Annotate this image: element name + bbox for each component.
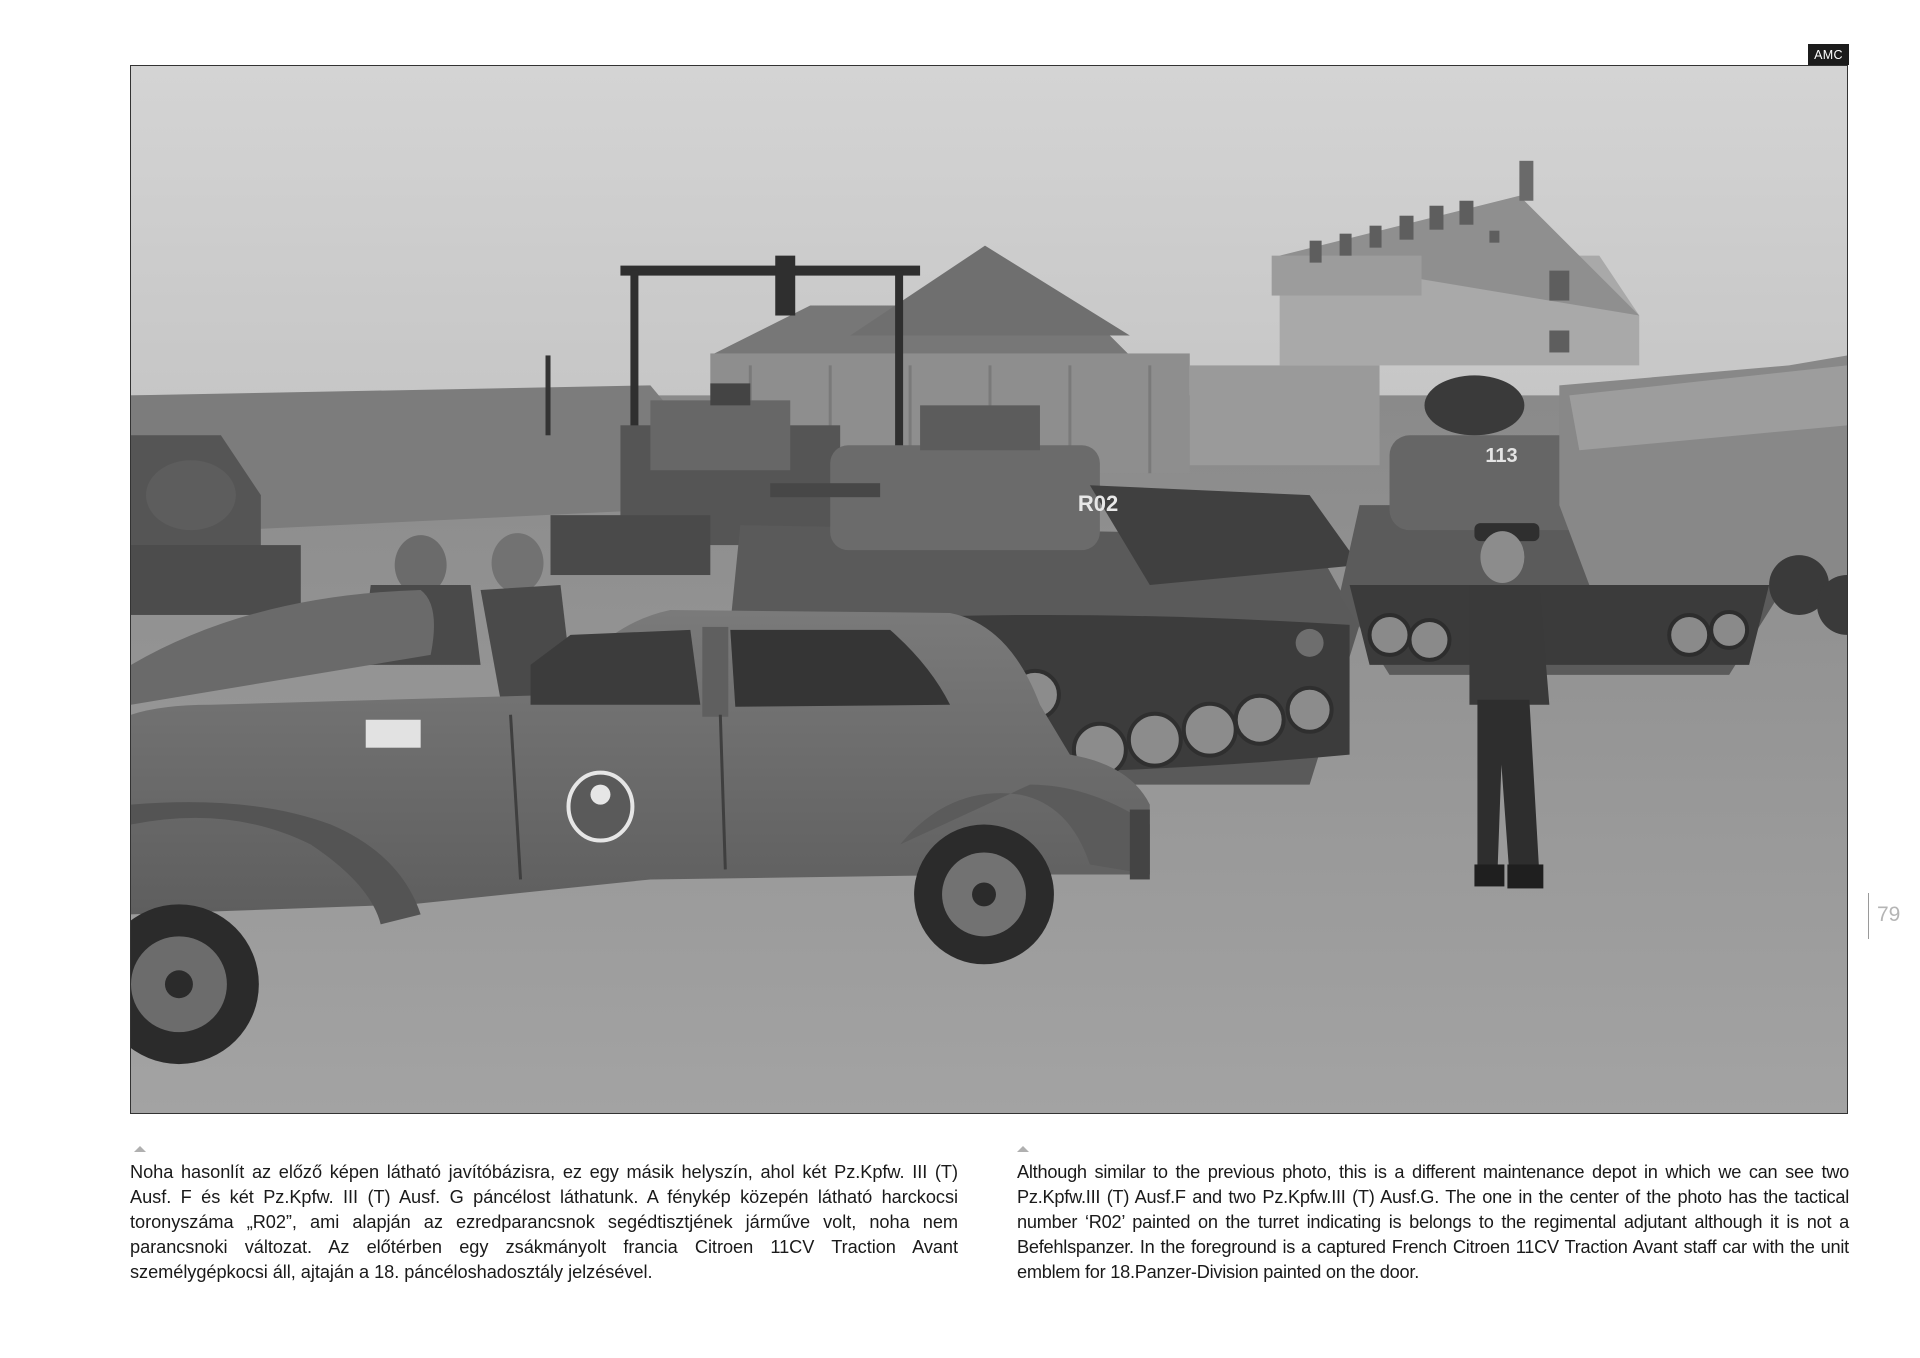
page-number-rule	[1868, 893, 1869, 939]
turret-number-113: 113	[1485, 445, 1518, 468]
turret-number-r02: R02	[1077, 491, 1119, 517]
historical-photo	[130, 65, 1848, 1114]
page-number: 79	[1877, 903, 1901, 926]
distant-post	[546, 355, 551, 435]
caption-marker-icon	[134, 1146, 146, 1152]
caption-marker-icon	[1017, 1146, 1029, 1152]
caption-english: Although similar to the previous photo, this is a different maintenance depot in which we can see two Pz.Kpfw.III (T) Ausf.F and two Pz.Kpfw.III (T) Ausf.G. The one in the center of the photo has the tactical number ‘R02’ painted on the turret indicating is belongs to the regimental adjutant although it is not a Befehlspanzer. In the foreground is a captured French Citroen 11CV Traction Avant staff car with the unit emblem for 18.Panzer-Division painted on the door.	[1017, 1162, 1849, 1282]
caption-hungarian: Noha hasonlít az előző képen látható javítóbázisra, ez egy másik helyszín, ahol két Pz.Kpfw. III (T) Ausf. F és két Pz.Kpfw. III (T) Ausf. G páncélost láthatunk. A fénykép közepén látható harckocsi toronyszáma „R02”, ami alapján az ezredparancsnok segédtisztjének járműve volt, noha nem parancsnoki változat. Az előtérben egy zsákmányolt francia Citroen 11CV Traction Avant személygépkocsi áll, ajtaján a 18. páncéloshadosztály jelzésével.	[130, 1162, 958, 1282]
photo-illustration	[131, 66, 1847, 1113]
publisher-badge: AMC	[1808, 44, 1849, 65]
